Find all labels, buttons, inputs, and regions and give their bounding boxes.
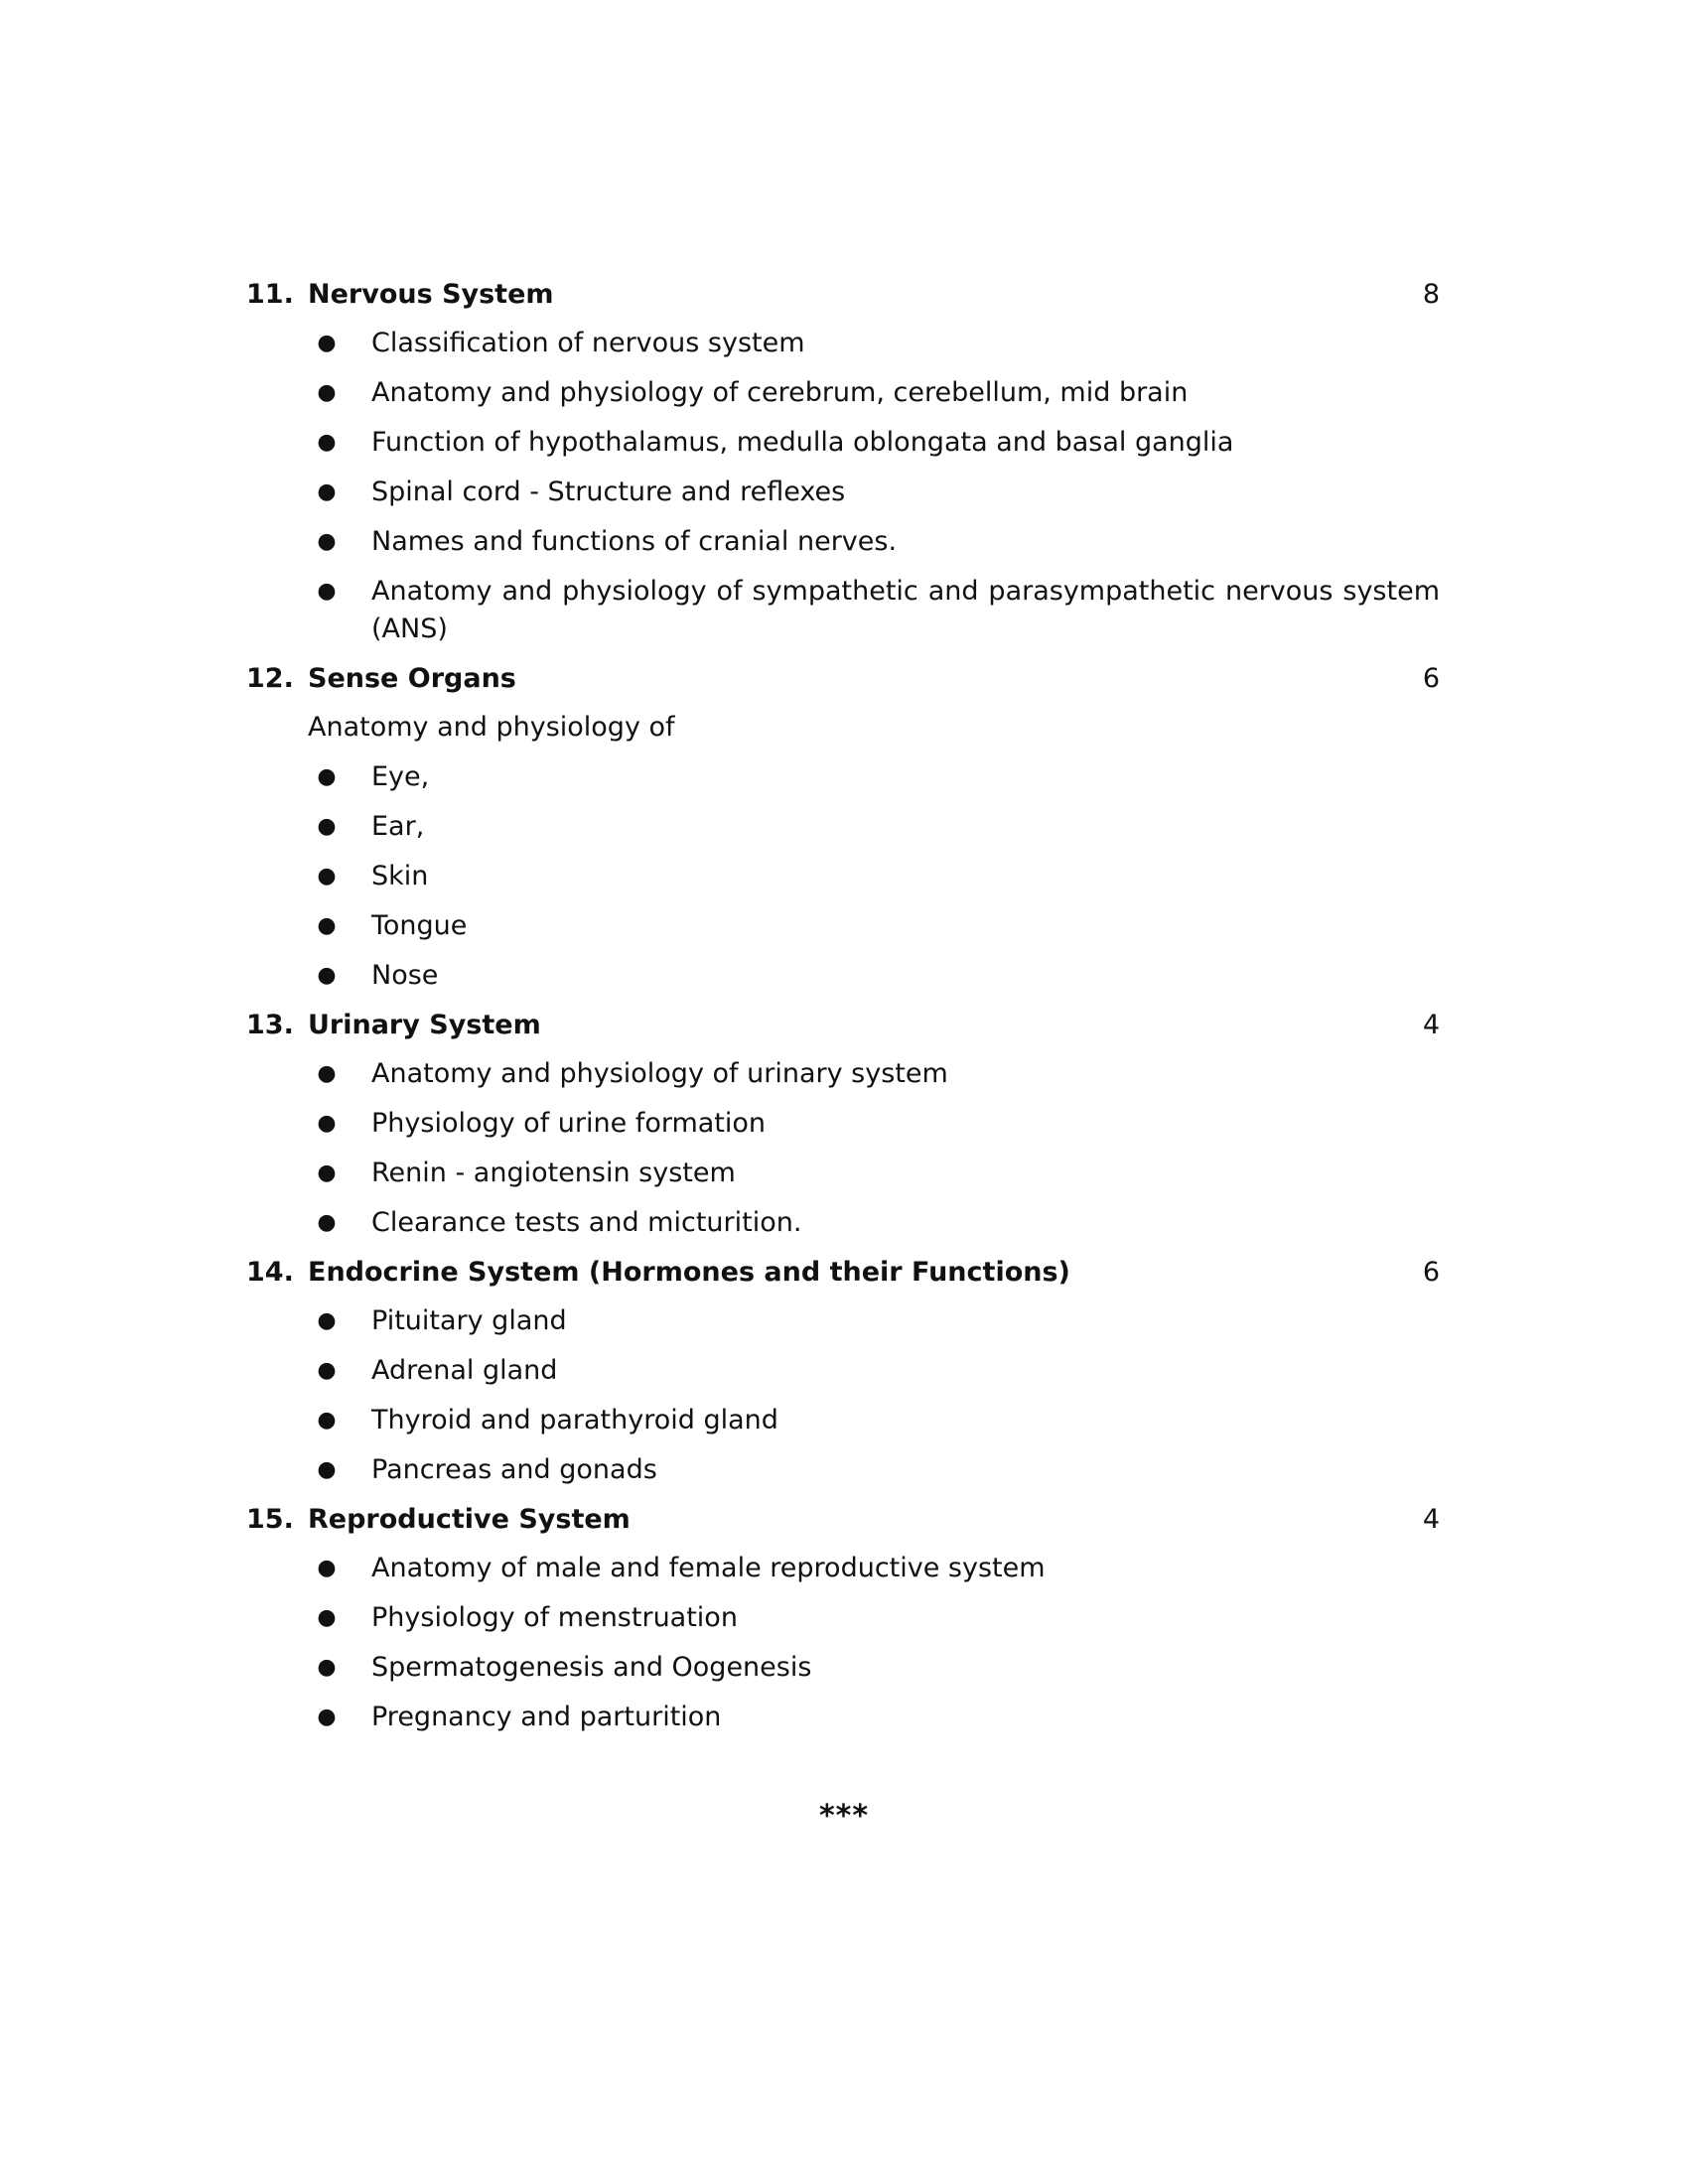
section-title: Reproductive System — [308, 1504, 631, 1535]
section-number: 13. — [246, 1010, 294, 1040]
list-item-text: Pancreas and gonads — [371, 1454, 657, 1485]
topic-list — [246, 1297, 1440, 1495]
bullet-icon: ● — [317, 529, 337, 554]
list-item — [246, 1544, 1440, 1593]
list-item-text: Classification of nervous system — [371, 328, 805, 358]
bullet-icon: ● — [317, 864, 337, 888]
list-item — [246, 517, 1440, 567]
list-item-text: Anatomy and physiology of urinary system — [371, 1058, 948, 1089]
bullet-icon: ● — [317, 1655, 337, 1680]
list-item — [246, 418, 1440, 468]
bullet-icon: ● — [317, 1457, 337, 1482]
list-item — [246, 1693, 1440, 1742]
section-number: 14. — [246, 1257, 294, 1288]
list-item — [246, 468, 1440, 517]
list-item-text: Thyroid and parathyroid gland — [371, 1405, 778, 1435]
section-hours: 6 — [1422, 1257, 1440, 1288]
list-item-text: Anatomy and physiology of sympathetic and parasympathetic nervous system (ANS) — [371, 576, 1440, 644]
bullet-icon: ● — [317, 1556, 337, 1580]
list-item-text: Physiology of menstruation — [371, 1602, 738, 1633]
list-item — [246, 1149, 1440, 1198]
list-item-text: Skin — [371, 861, 429, 891]
list-item-text: Spinal cord - Structure and reflexes — [371, 477, 846, 507]
topic-list — [246, 752, 1440, 1001]
list-item-text: Names and functions of cranial nerves. — [371, 526, 898, 557]
bullet-icon: ● — [317, 479, 337, 504]
list-item — [246, 368, 1440, 418]
bullet-icon: ● — [317, 1160, 337, 1185]
bullet-icon: ● — [317, 380, 337, 405]
list-item — [246, 1198, 1440, 1248]
syllabus-content — [246, 270, 1440, 1742]
list-item — [246, 901, 1440, 951]
section-title: Urinary System — [308, 1010, 541, 1040]
list-item-text: Pregnancy and parturition — [371, 1702, 722, 1732]
bullet-icon: ● — [317, 1061, 337, 1086]
list-item-text: Anatomy of male and female reproductive system — [371, 1553, 1046, 1583]
list-item — [246, 1346, 1440, 1396]
section-hours: 4 — [1422, 1504, 1440, 1535]
end-mark: *** — [818, 1799, 870, 1834]
list-item-text: Pituitary gland — [371, 1305, 567, 1336]
bullet-icon: ● — [317, 1210, 337, 1235]
list-item — [246, 1099, 1440, 1149]
list-item-text: Eye, — [371, 761, 430, 792]
bullet-icon: ● — [317, 1308, 337, 1333]
list-item — [246, 1396, 1440, 1445]
bullet-icon: ● — [317, 579, 337, 604]
bullet-icon: ● — [317, 331, 337, 355]
section-heading — [246, 1248, 1440, 1297]
list-item-text: Anatomy and physiology of cerebrum, cerebellum, mid brain — [371, 377, 1189, 408]
topic-list — [246, 319, 1440, 654]
section-hours: 6 — [1422, 663, 1440, 694]
list-item — [246, 1445, 1440, 1495]
bullet-icon: ● — [317, 913, 337, 938]
section-2 — [246, 654, 1440, 1001]
section-3 — [246, 1001, 1440, 1248]
list-item — [246, 319, 1440, 368]
list-item — [246, 951, 1440, 1001]
bullet-icon: ● — [317, 1408, 337, 1433]
list-item — [246, 1297, 1440, 1346]
topic-list — [246, 1049, 1440, 1248]
list-item-text: Nose — [371, 960, 439, 991]
list-item — [246, 567, 1440, 654]
list-item — [246, 1049, 1440, 1099]
list-item-text: Spermatogenesis and Oogenesis — [371, 1652, 812, 1683]
section-number: 11. — [246, 279, 294, 310]
section-heading — [246, 654, 1440, 703]
bullet-icon: ● — [317, 814, 337, 839]
section-hours: 4 — [1422, 1010, 1440, 1040]
section-title: Nervous System — [308, 279, 554, 310]
section-5 — [246, 1495, 1440, 1742]
section-number: 12. — [246, 663, 294, 694]
section-heading — [246, 1495, 1440, 1544]
bullet-icon: ● — [317, 764, 337, 789]
section-title: Sense Organs — [308, 663, 516, 694]
bullet-icon: ● — [317, 1705, 337, 1729]
bullet-icon: ● — [317, 963, 337, 988]
list-item-text: Clearance tests and micturition. — [371, 1207, 802, 1238]
list-item-text: Physiology of urine formation — [371, 1108, 767, 1139]
section-title: Endocrine System (Hormones and their Functions) — [308, 1257, 1070, 1288]
list-item-text: Function of hypothalamus, medulla oblongata and basal ganglia — [371, 427, 1234, 458]
section-heading — [246, 270, 1440, 319]
bullet-icon: ● — [317, 1111, 337, 1136]
list-item — [246, 752, 1440, 802]
bullet-icon: ● — [317, 1358, 337, 1383]
list-item-text: Tongue — [371, 910, 468, 941]
section-heading — [246, 1001, 1440, 1049]
list-item-text: Adrenal gland — [371, 1355, 558, 1386]
bullet-icon: ● — [317, 1605, 337, 1630]
section-4 — [246, 1248, 1440, 1495]
list-item-text: Ear, — [371, 811, 425, 842]
list-item-text: Renin - angiotensin system — [371, 1158, 736, 1188]
section-number: 15. — [246, 1504, 294, 1535]
list-item — [246, 1593, 1440, 1643]
section-1 — [246, 270, 1440, 654]
topic-list — [246, 1544, 1440, 1742]
list-item — [246, 1643, 1440, 1693]
section-hours: 8 — [1422, 279, 1440, 310]
bullet-icon: ● — [317, 430, 337, 455]
section-intro: Anatomy and physiology of — [308, 712, 675, 743]
list-item — [246, 852, 1440, 901]
list-item — [246, 802, 1440, 852]
